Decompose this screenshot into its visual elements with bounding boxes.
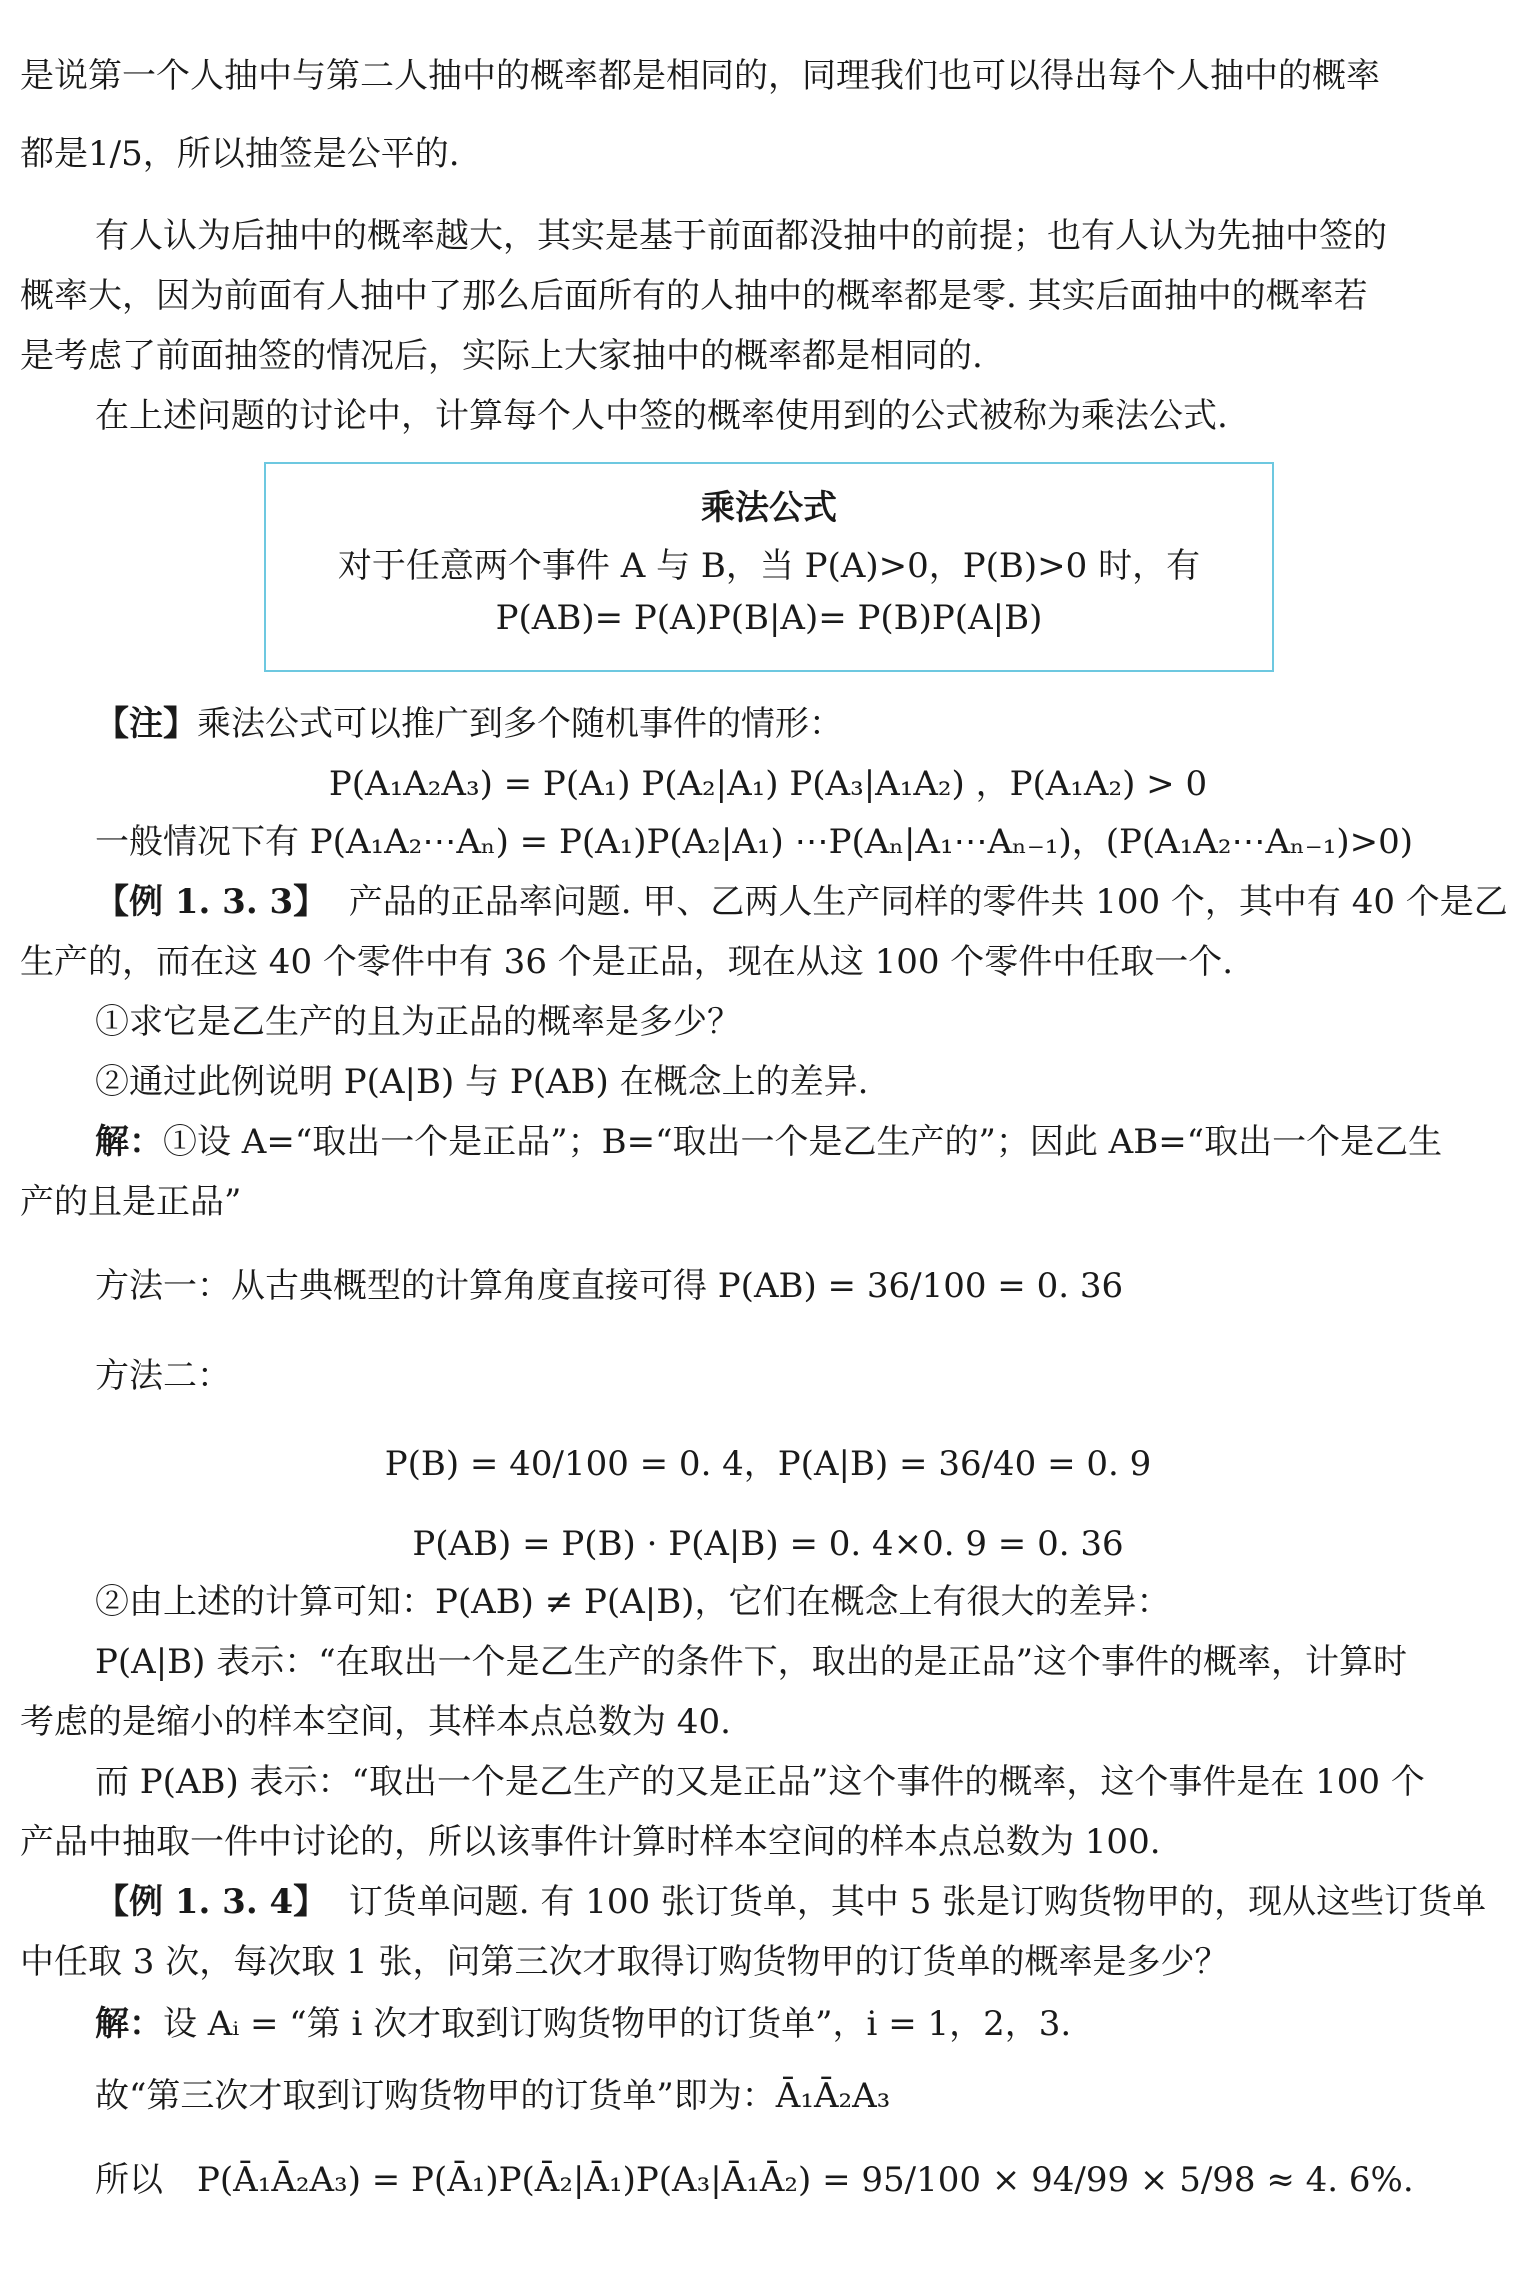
method-two-formula: P(AB) = P(B) · P(A|B) = 0. 4×0. 9 = 0. 36	[412, 1524, 1124, 1564]
example-1-3-4-line: 中任取 3 次，每次取 1 张，问第三次才取得订购货物甲的订货单的概率是多少？	[20, 1942, 1229, 1982]
solution-line: 故“第三次才取到订购货物甲的订货单”即为：Ā₁Ā₂A₃	[95, 2076, 891, 2116]
paragraph-line: 是说第一个人抽中与第二人抽中的概率都是相同的，同理我们也可以得出每个人抽中的概率	[20, 56, 1380, 96]
solution-line: 产的且是正品”	[20, 1182, 242, 1222]
question-1: ①求它是乙生产的且为正品的概率是多少？	[95, 1002, 741, 1042]
formula-box-title: 乘法公式	[701, 488, 837, 528]
note-text: 乘法公式可以推广到多个随机事件的情形：	[197, 704, 843, 744]
formula-box-condition: 对于任意两个事件 A 与 B，当 P(A)>0，P(B)>0 时，有	[337, 546, 1201, 586]
method-two-formula: P(B) = 40/100 = 0. 4，P(A|B) = 36/40 = 0. 9	[384, 1444, 1152, 1484]
solution-formula: 所以 P(Ā₁Ā₂A₃) = P(Ā₁)P(Ā₂|Ā₁)P(A₃|Ā₁Ā₂) = 95/100 × 94/99 × 5/98 ≈ 4. 6%.	[95, 2160, 1414, 2200]
paragraph-line: 是考虑了前面抽签的情况后，实际上大家抽中的概率都是相同的.	[20, 336, 983, 376]
paragraph-line: 概率大，因为前面有人抽中了那么后面所有的人抽中的概率都是零. 其实后面抽中的概率若	[20, 276, 1368, 316]
conclusion-line: 考虑的是缩小的样本空间，其样本点总数为 40.	[20, 1702, 731, 1742]
paragraph-line: 有人认为后抽中的概率越大，其实是基于前面都没抽中的前提；也有人认为先抽中签的	[95, 216, 1387, 256]
example-1-3-3-line: 【例 1. 3. 3】 产品的正品率问题. 甲、乙两人生产同样的零件共 100 个，其中有 40 个是乙	[95, 882, 1508, 922]
question-2: ②通过此例说明 P(A|B) 与 P(AB) 在概念上的差异.	[95, 1062, 869, 1102]
solution-label: 解：	[95, 1122, 163, 1162]
note-formula: P(A₁A₂A₃) = P(A₁) P(A₂|A₁) P(A₃|A₁A₂) ，P(A₁A₂) > 0	[328, 764, 1208, 804]
note-label: 【注】	[95, 704, 197, 744]
conclusion-line: 产品中抽取一件中讨论的，所以该事件计算时样本空间的样本点总数为 100.	[20, 1822, 1161, 1862]
example-1-3-4-line: 【例 1. 3. 4】 订货单问题. 有 100 张订货单，其中 5 张是订购货物甲的，现从这些订货单	[95, 1882, 1487, 1922]
solution-line: 解：①设 A=“取出一个是正品”；B=“取出一个是乙生产的”；因此 AB=“取出一个是乙生	[95, 1122, 1443, 1162]
formula-box	[264, 462, 1274, 672]
formula-box-formula: P(AB)= P(A)P(B|A)= P(B)P(A|B)	[495, 598, 1043, 638]
conclusion-line: P(A|B) 表示：“在取出一个是乙生产的条件下，取出的是正品”这个事件的概率，计算时	[95, 1642, 1407, 1682]
solution-line: 解：设 Aᵢ = “第 i 次才取到订购货物甲的订货单”，i = 1，2，3.	[95, 2004, 1072, 2044]
conclusion-line: ②由上述的计算可知：P(AB) ≠ P(A|B)，它们在概念上有很大的差异：	[95, 1582, 1171, 1622]
method-one: 方法一：从古典概型的计算角度直接可得 P(AB) = 36/100 = 0. 36	[95, 1266, 1124, 1306]
conclusion-line: 而 P(AB) 表示：“取出一个是乙生产的又是正品”这个事件的概率，这个事件是在 100 个	[95, 1762, 1425, 1802]
note-line	[95, 700, 1516, 748]
paragraph-line: 在上述问题的讨论中，计算每个人中签的概率使用到的公式被称为乘法公式.	[95, 396, 1228, 436]
example-label: 【例 1. 3. 4】	[95, 1882, 328, 1922]
paragraph-line: 都是1/5，所以抽签是公平的.	[20, 134, 460, 174]
method-two: 方法二：	[95, 1356, 231, 1396]
note-general: 一般情况下有 P(A₁A₂⋯Aₙ) = P(A₁)P(A₂|A₁) ⋯P(Aₙ|A₁⋯Aₙ₋₁)，(P(A₁A₂⋯Aₙ₋₁)>0)	[95, 822, 1413, 862]
example-1-3-3-line: 生产的，而在这 40 个零件中有 36 个是正品，现在从这 100 个零件中任取一个.	[20, 942, 1234, 982]
example-label: 【例 1. 3. 3】	[95, 882, 328, 922]
solution-label: 解：	[95, 2004, 163, 2044]
